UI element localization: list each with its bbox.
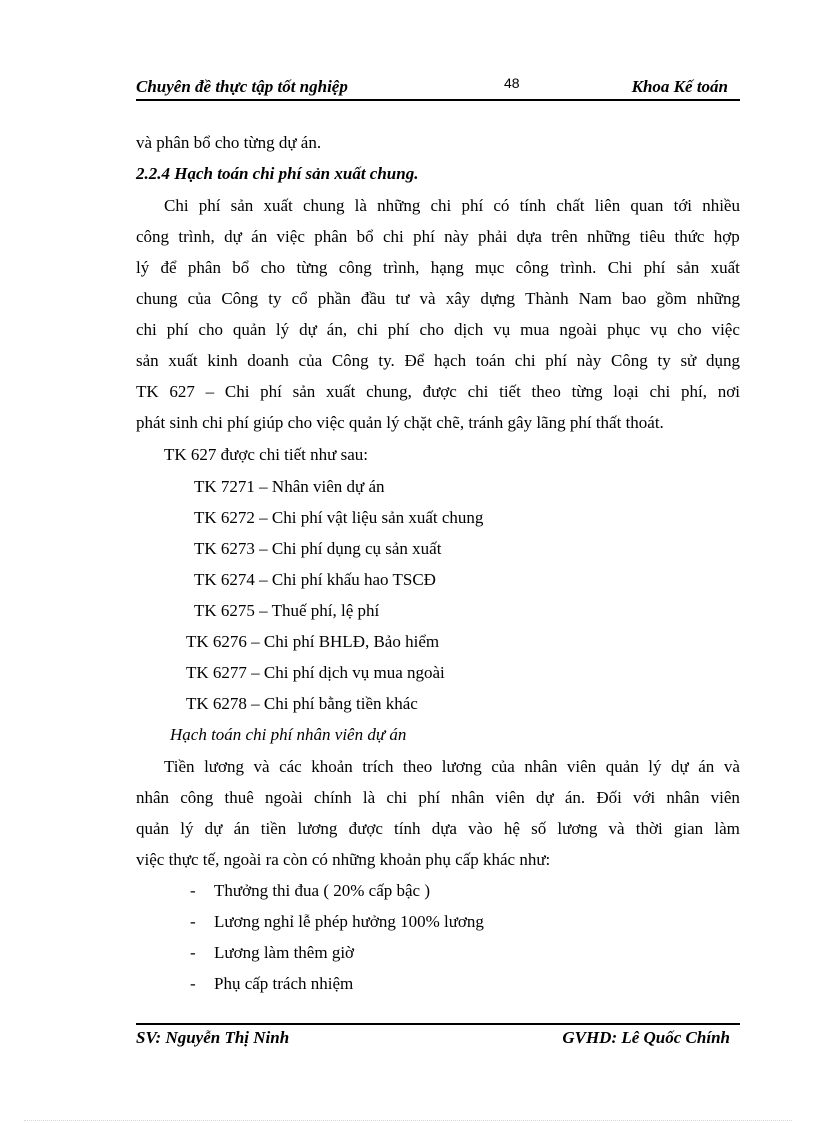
text-line: sản xuất kinh doanh của Công ty. Để hạch toán chi phí này Công ty sử dụng (136, 351, 740, 370)
account-item: TK 6277 – Chi phí dịch vụ mua ngoài (186, 663, 445, 682)
account-item: TK 6274 – Chi phí khấu hao TSCĐ (194, 570, 436, 589)
bullet-dash: - (190, 974, 196, 993)
accounts-intro: TK 627 được chi tiết như sau: (164, 445, 368, 464)
text-line: phát sinh chi phí giúp cho việc quản lý chặt chẽ, tránh gây lãng phí thất thoát. (136, 413, 664, 432)
paragraph-continuation: và phân bổ cho từng dự án. (136, 133, 322, 152)
list-item: Phụ cấp trách nhiệm (214, 974, 354, 993)
list-item: Thưởng thi đua ( 20% cấp bậc ) (214, 881, 430, 900)
text-line: TK 627 – Chi phí sản xuất chung, được chi tiết theo từng loại chi phí, nơi (136, 382, 740, 401)
bullet-dash: - (190, 881, 196, 900)
section-heading: 2.2.4 Hạch toán chi phí sản xuất chung. (136, 164, 419, 183)
account-item: TK 6272 – Chi phí vật liệu sản xuất chung (194, 508, 484, 527)
list-item: Lương nghỉ lễ phép hưởng 100% lương (214, 912, 484, 931)
text-line: quản lý dự án tiền lương được tính dựa vào hệ số lương và thời gian làm (136, 819, 740, 838)
subsection-heading: Hạch toán chi phí nhân viên dự án (170, 725, 407, 744)
account-item: TK 7271 – Nhân viên dự án (194, 477, 385, 496)
text-line: chung của Công ty cổ phần đầu tư và xây dựng Thành Nam bao gồm những (136, 289, 740, 308)
page-header (136, 73, 740, 101)
list-item: Lương làm thêm giờ (214, 943, 355, 962)
page-number: 48 (504, 75, 520, 91)
header-rule (136, 99, 740, 101)
text-line: chi phí cho quản lý dự án, chi phí cho dịch vụ mua ngoài phục vụ cho việc (136, 320, 740, 339)
text-line: Chi phí sản xuất chung là những chi phí có tính chất liên quan tới nhiều (164, 196, 740, 215)
account-item: TK 6275 – Thuế phí, lệ phí (194, 601, 380, 620)
text-line: nhân công thuê ngoài chính là chi phí nhân viên dự án. Đối với nhân viên (136, 788, 740, 807)
header-title-left: Chuyên đề thực tập tốt nghiệp (136, 77, 348, 96)
text-line: Tiền lương và các khoản trích theo lương của nhân viên quản lý dự án và (164, 757, 740, 776)
bullet-dash: - (190, 943, 196, 962)
text-line: việc thực tế, ngoài ra còn có những khoản phụ cấp khác như: (136, 850, 551, 869)
footer-advisor: GVHD: Lê Quốc Chính (562, 1028, 730, 1047)
footer-rule (136, 1023, 740, 1025)
account-item: TK 6276 – Chi phí BHLĐ, Bảo hiểm (186, 632, 440, 651)
text-line: công trình, dự án việc phân bổ chi phí này phải dựa trên những tiêu thức hợp (136, 227, 740, 246)
text-line: lý để phân bổ cho từng công trình, hạng mục công trình. Chi phí sản xuất (136, 258, 740, 277)
account-item: TK 6273 – Chi phí dụng cụ sản xuất (194, 539, 442, 558)
header-title-right: Khoa Kế toán (631, 77, 728, 96)
footer-student: SV: Nguyễn Thị Ninh (136, 1028, 290, 1047)
page-edge-divider (24, 1120, 792, 1121)
bullet-dash: - (190, 912, 196, 931)
account-item: TK 6278 – Chi phí bằng tiền khác (186, 694, 418, 713)
